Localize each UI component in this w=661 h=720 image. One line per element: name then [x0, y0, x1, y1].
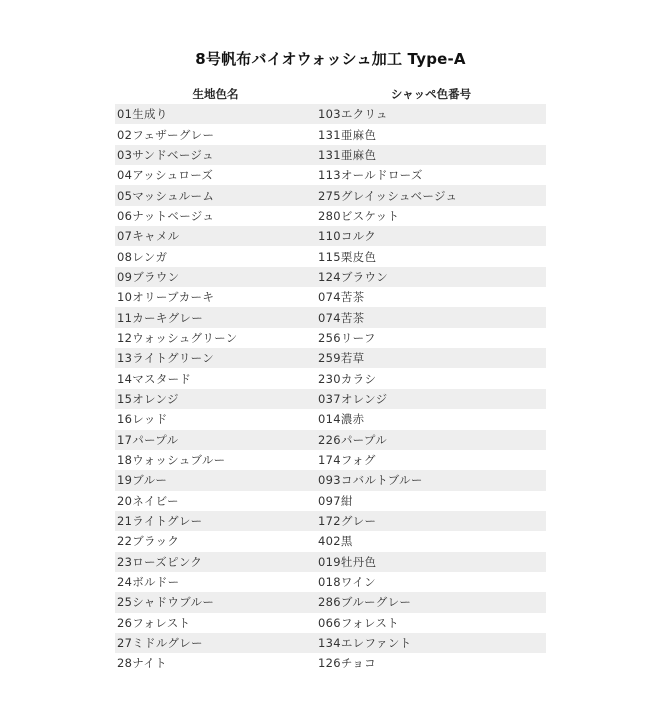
fabric-color-cell: 21ライトグレー [115, 511, 316, 531]
thread-color-cell: 018ワイン [316, 572, 546, 592]
table-row [115, 104, 546, 124]
fabric-color-cell: 15オレンジ [115, 389, 316, 409]
fabric-color-cell: 19ブルー [115, 470, 316, 490]
table-row [115, 491, 546, 511]
table-row [115, 307, 546, 327]
table-body [115, 104, 546, 674]
table-row [115, 206, 546, 226]
fabric-color-cell: 02フェザーグレー [115, 124, 316, 144]
table-row [115, 368, 546, 388]
thread-color-cell: 286ブルーグレー [316, 592, 546, 612]
fabric-color-cell: 13ライトグリーン [115, 348, 316, 368]
thread-color-cell: 097紺 [316, 491, 546, 511]
fabric-color-cell: 22ブラック [115, 531, 316, 551]
table-row [115, 633, 546, 653]
header-fabric-color: 生地色名 [192, 87, 239, 101]
table-row [115, 531, 546, 551]
thread-color-cell: 131亜麻色 [316, 145, 546, 165]
table-row [115, 653, 546, 673]
fabric-color-cell: 12ウォッシュグリーン [115, 328, 316, 348]
thread-color-cell: 014濃赤 [316, 409, 546, 429]
table-row [115, 552, 546, 572]
thread-color-cell: 093コバルトブルー [316, 470, 546, 490]
thread-color-cell: 230カラシ [316, 368, 546, 388]
table-row [115, 572, 546, 592]
fabric-color-cell: 28ナイト [115, 653, 316, 673]
thread-color-cell: 115栗皮色 [316, 246, 546, 266]
thread-color-cell: 134エレファント [316, 633, 546, 653]
fabric-color-cell: 11カーキグレー [115, 307, 316, 327]
fabric-color-cell: 08レンガ [115, 246, 316, 266]
table-row [115, 185, 546, 205]
thread-color-cell: 110コルク [316, 226, 546, 246]
fabric-color-cell: 05マッシュルーム [115, 185, 316, 205]
thread-color-cell: 402黒 [316, 531, 546, 551]
fabric-color-cell: 06ナットベージュ [115, 206, 316, 226]
thread-color-cell: 126チョコ [316, 653, 546, 673]
thread-color-cell: 256リーフ [316, 328, 546, 348]
fabric-color-cell: 27ミドルグレー [115, 633, 316, 653]
fabric-color-cell: 03サンドベージュ [115, 145, 316, 165]
thread-color-cell: 259若草 [316, 348, 546, 368]
table-row [115, 348, 546, 368]
header-thread-color-number: シャッペ色番号 [390, 87, 472, 101]
thread-color-cell: 113オールドローズ [316, 165, 546, 185]
thread-color-cell: 074苦茶 [316, 307, 546, 327]
fabric-color-cell: 16レッド [115, 409, 316, 429]
thread-color-cell: 037オレンジ [316, 389, 546, 409]
table-row [115, 267, 546, 287]
table-row [115, 592, 546, 612]
fabric-color-cell: 23ローズピンク [115, 552, 316, 572]
table-row [115, 226, 546, 246]
fabric-color-cell: 07キャメル [115, 226, 316, 246]
thread-color-cell: 066フォレスト [316, 613, 546, 633]
thread-color-cell: 074苦茶 [316, 287, 546, 307]
fabric-color-cell: 01生成り [115, 104, 316, 124]
table-row [115, 511, 546, 531]
thread-color-cell: 174フォグ [316, 450, 546, 470]
table-header-row [115, 84, 546, 104]
table-row [115, 145, 546, 165]
thread-color-cell: 103エクリュ [316, 104, 546, 124]
fabric-color-cell: 14マスタード [115, 368, 316, 388]
thread-color-cell: 226パープル [316, 430, 546, 450]
color-correspondence-table [115, 84, 546, 674]
table-row [115, 409, 546, 429]
thread-color-cell: 275グレイッシュベージュ [316, 185, 546, 205]
page-title: 8号帆布バイオウォッシュ加工 Type-A [195, 50, 466, 68]
fabric-color-cell: 10オリーブカーキ [115, 287, 316, 307]
thread-color-cell: 172グレー [316, 511, 546, 531]
table-row [115, 246, 546, 266]
thread-color-cell: 131亜麻色 [316, 124, 546, 144]
fabric-color-cell: 24ボルドー [115, 572, 316, 592]
fabric-color-cell: 26フォレスト [115, 613, 316, 633]
fabric-color-cell: 25シャドウブルー [115, 592, 316, 612]
table-row [115, 389, 546, 409]
table-row [115, 613, 546, 633]
thread-color-cell: 280ビスケット [316, 206, 546, 226]
table-row [115, 450, 546, 470]
table-row [115, 470, 546, 490]
table-row [115, 165, 546, 185]
fabric-color-cell: 09ブラウン [115, 267, 316, 287]
table-row [115, 124, 546, 144]
table-row [115, 328, 546, 348]
fabric-color-cell: 20ネイビー [115, 491, 316, 511]
fabric-color-cell: 18ウォッシュブルー [115, 450, 316, 470]
table-row [115, 430, 546, 450]
table-row [115, 287, 546, 307]
fabric-color-cell: 04アッシュローズ [115, 165, 316, 185]
thread-color-cell: 124ブラウン [316, 267, 546, 287]
fabric-color-cell: 17パープル [115, 430, 316, 450]
thread-color-cell: 019牡丹色 [316, 552, 546, 572]
